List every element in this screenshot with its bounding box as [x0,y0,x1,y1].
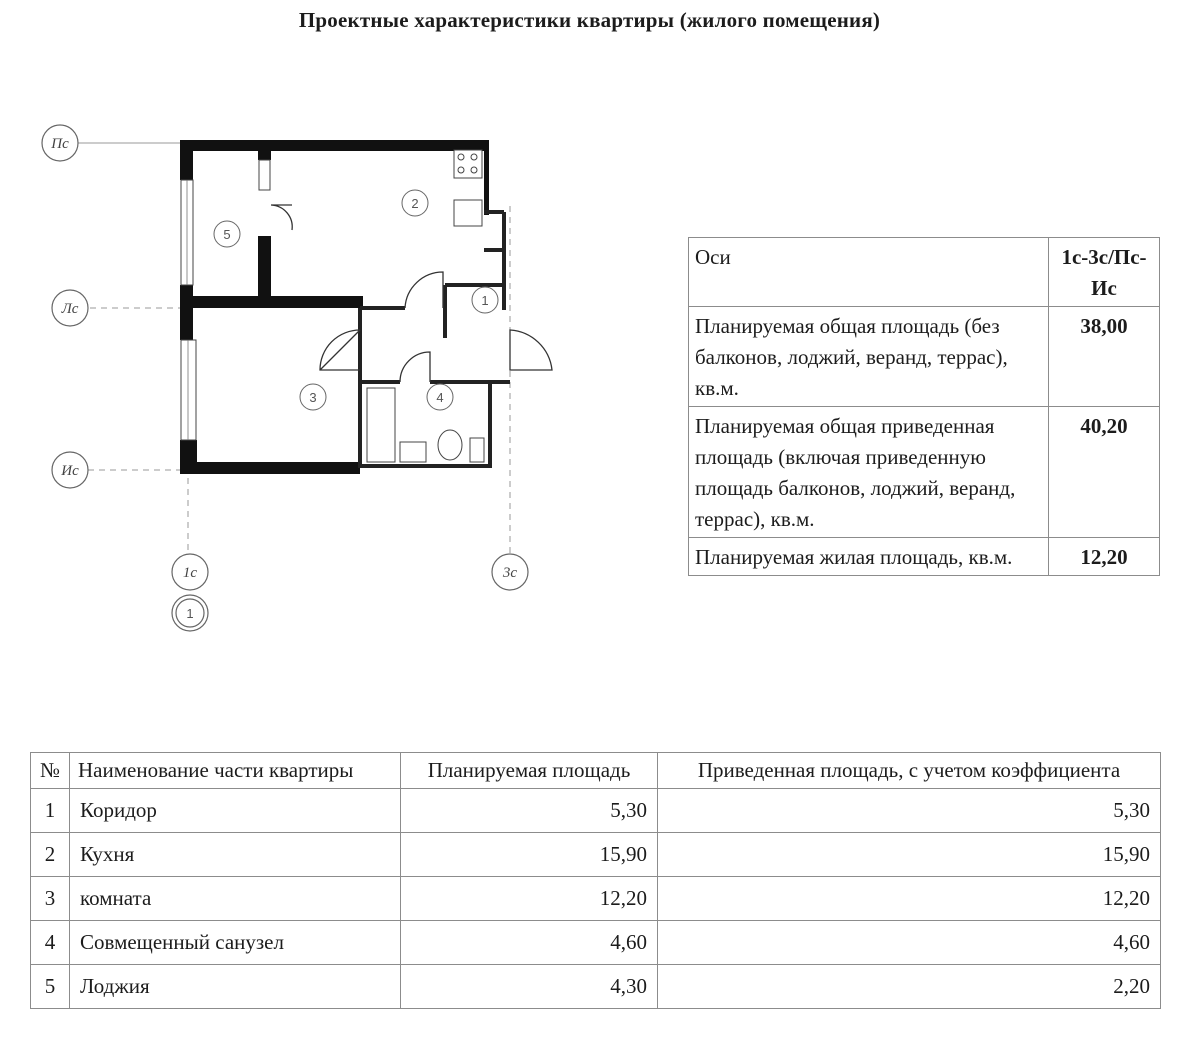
summary-row [689,238,1160,307]
stove-icon [454,150,482,178]
room-reduced-area: 5,30 [658,789,1161,833]
room-no: 3 [31,877,70,921]
wall-partition-loggia [258,140,271,160]
room-area: 4,60 [401,921,658,965]
summary-value: 38,00 [1049,307,1160,407]
bathtub-icon [367,388,395,462]
room-area: 12,20 [401,877,658,921]
room-number-4: 4 [436,390,444,405]
room-name: Совмещенный санузел [70,921,401,965]
rooms-header-row [31,753,1161,789]
wall-partition-loggia-2 [258,236,271,300]
room-number-1: 1 [481,293,489,308]
door-bath [400,352,430,382]
wall-room-top [193,296,363,308]
room-name: Кухня [70,833,401,877]
summary-label: Оси [689,238,1049,307]
room-reduced-area: 12,20 [658,877,1161,921]
room-name: Лоджия [70,965,401,1009]
header-reduced-area: Приведенная площадь, с учетом коэффициента [658,753,1161,789]
header-area: Планируемая площадь [401,753,658,789]
wall-left-mid [180,285,193,340]
window-kitchen-loggia [259,160,270,190]
table-row [31,833,1161,877]
washbasin-icon [400,442,426,462]
room-number-2: 2 [411,196,419,211]
summary-label: Планируемая общая площадь (без балконов, лоджий, веранд, террас), кв.м. [689,307,1049,407]
wall-left-top [180,140,193,180]
room-no: 5 [31,965,70,1009]
summary-value: 1с-3с/Пс-Ис [1049,238,1160,307]
axis-label-is: Ис [61,463,79,479]
axis-label-ps: Пс [51,136,69,152]
door-kitchen [405,272,443,308]
summary-label: Планируемая жилая площадь, кв.м. [689,538,1049,576]
wall-right-top [484,140,489,215]
rooms-table [30,752,1161,1009]
summary-row [689,538,1160,576]
header-name: Наименование части квартиры [70,753,401,789]
header-number: № [31,753,70,789]
room-number-3: 3 [309,390,317,405]
table-row [31,921,1161,965]
door-entrance [510,330,552,370]
axis-label-ls: Лс [61,301,79,317]
summary-row [689,307,1160,407]
sink-icon [454,200,482,226]
table-row [31,965,1161,1009]
table-row [31,877,1161,921]
section-mark-label: 1 [186,606,194,621]
table-row [31,789,1161,833]
axis-label-1c: 1с [182,565,198,581]
summary-row [689,407,1160,538]
room-name: Коридор [70,789,401,833]
document-title: Проектные характеристики квартиры (жилого помещения) [298,8,881,32]
axis-label-3c: 3с [502,565,518,581]
room-area: 4,30 [401,965,658,1009]
room-area: 15,90 [401,833,658,877]
room-no: 2 [31,833,70,877]
room-number-5: 5 [223,227,231,242]
summary-table [688,237,1160,576]
room-area: 5,30 [401,789,658,833]
door-loggia [271,205,292,230]
floor-plan [0,95,640,655]
room-no: 1 [31,789,70,833]
summary-value: 40,20 [1049,407,1160,538]
room-name: комната [70,877,401,921]
room-no: 4 [31,921,70,965]
toilet-icon [438,430,462,460]
summary-label: Планируемая общая приведенная площадь (включая приведенную площадь балконов, лоджий, веранд, террас), кв.м. [689,407,1049,538]
window-room [181,340,196,440]
wall-bottom [180,462,360,474]
wall-top [180,140,488,151]
room-reduced-area: 2,20 [658,965,1161,1009]
room-reduced-area: 4,60 [658,921,1161,965]
door-room [320,330,360,370]
room-reduced-area: 15,90 [658,833,1161,877]
summary-value: 12,20 [1049,538,1160,576]
